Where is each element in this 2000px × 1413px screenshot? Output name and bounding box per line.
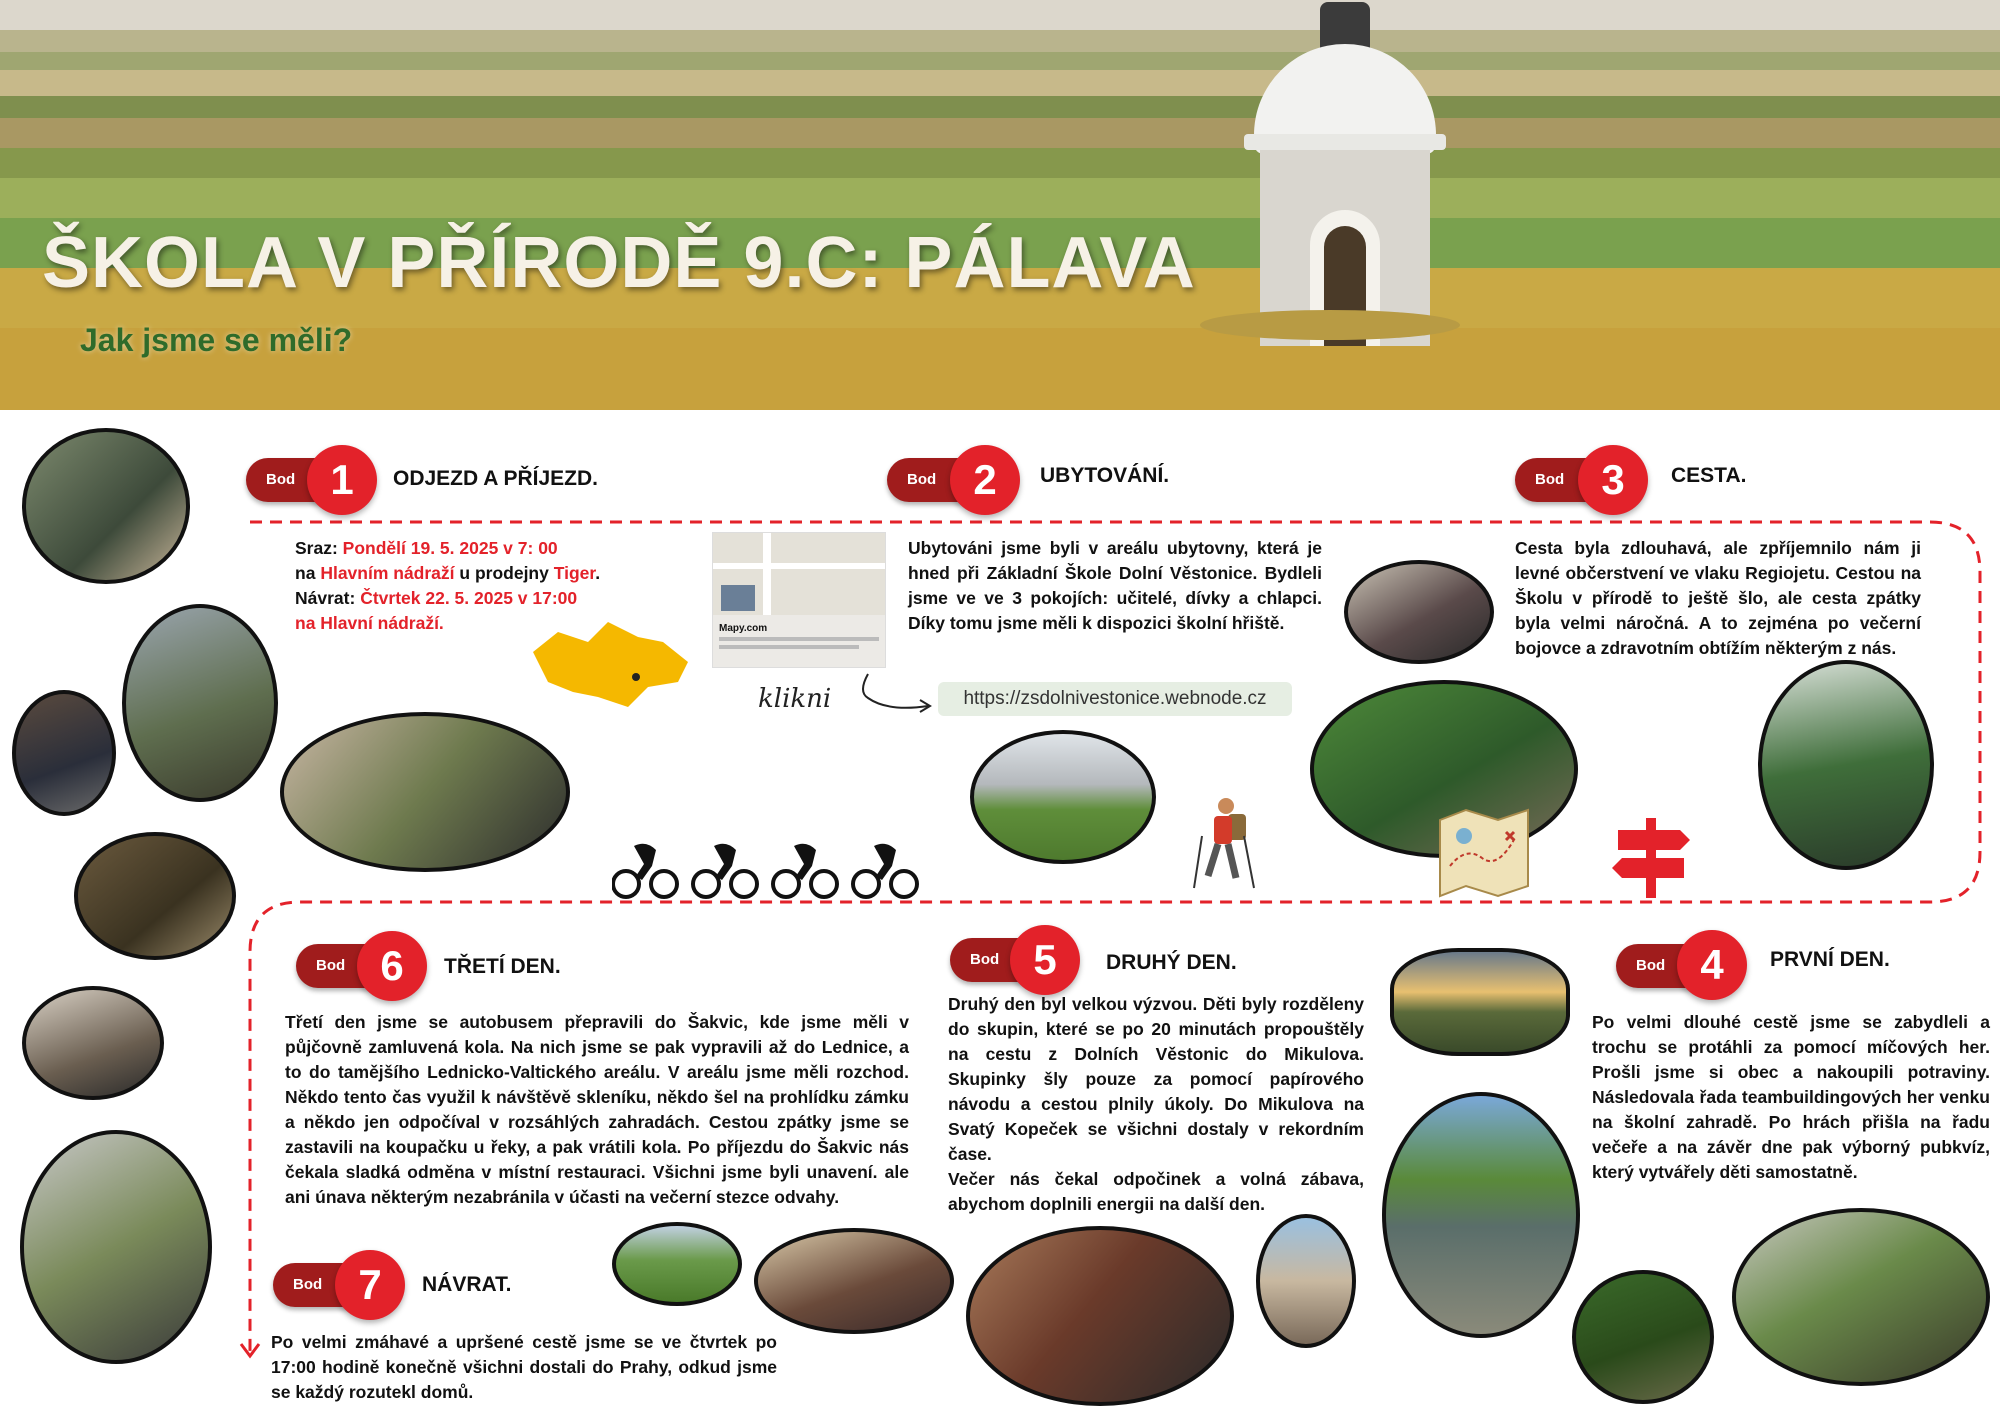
click-hint: klikni (758, 684, 832, 714)
photo-room (22, 986, 164, 1100)
section-title-7: NÁVRAT. (422, 1273, 512, 1296)
section-text-4: Po velmi dlouhé cestě jsme se zabydleli a trochu se protáhli za pomocí míčových her. Prošli jsme si obec a nakoupili potraviny. Následovala řada teambuildingových her venku na školní zahradě. Po hrách přišla na řadu večeře a na závěr dne pak výborný pubkvíz, který vytvářely děti samostatně. (1592, 1012, 1990, 1182)
section-text-1: Sraz: Pondělí 19. 5. 2025 v 7: 00 na Hlavním nádraží u prodejny Tiger. Návrat: Čtvrtek 22. 5. 2025 v 17:00 na Hlavní nádraží. (295, 538, 601, 633)
photo-station (12, 690, 116, 816)
badge-2: Bod (887, 458, 977, 502)
photo-group-field (122, 604, 278, 802)
photo-restaurant (754, 1228, 954, 1334)
page-subtitle: Jak jsme se měli? (80, 322, 353, 358)
photo-schoolyard (970, 730, 1156, 864)
badge-number-1: 1 (307, 445, 377, 515)
photo-dinner (74, 832, 236, 960)
badge-4: Bod (1616, 944, 1706, 988)
photo-river (1382, 1092, 1580, 1338)
section-text-5: Druhý den byl velkou výzvou. Děti byly rozděleny do skupin, které se po 20 minutách propouštěly na cestu z Dolních Věstonic do Mikulova. Skupinky šly pouze za pomocí papírového návodu a cestou plnily úkoly. Do Mikulova na Svatý Kopeček se všichni dostaly v rekordním čase. Večer nás čekal odpočinek a volná zábava, abychom doplnili energii na další den. (948, 994, 1364, 1214)
photo-sunset (1390, 948, 1570, 1056)
badge-5: Bod (950, 938, 1040, 982)
section-title-3: CESTA. (1671, 464, 1747, 487)
photo-selfie-1 (280, 712, 570, 872)
section-text-2: Ubytováni jsme byli v areálu ubytovny, která je hned při Základní Škole Dolní Věstonice. Bydleli jsme ve ve 3 pokojích: učitelé, dívky a chlapci. Díky tomu jsme měli k dispozici školní hřiště. (908, 538, 1322, 633)
badge-number-6: 6 (357, 931, 427, 1001)
section-title-2: UBYTOVÁNÍ. (1040, 464, 1170, 487)
badge-number-4: 4 (1677, 930, 1747, 1000)
badge-6: Bod (296, 944, 386, 988)
section-title-5: DRUHÝ DEN. (1106, 951, 1237, 974)
badge-number-3: 3 (1578, 445, 1648, 515)
treasure-map-icon (1436, 806, 1532, 898)
photo-meadow (612, 1222, 742, 1306)
photo-ruins-group (1732, 1208, 1990, 1386)
badge-number-2: 2 (950, 445, 1020, 515)
section-title-4: PRVNÍ DEN. (1770, 948, 1890, 971)
photo-town-view (1256, 1214, 1356, 1348)
photo-forest-path (1572, 1270, 1714, 1404)
section-text-7: Po velmi zmáhavé a upršené cestě jsme se ve čtvrtek po 17:00 hodině konečně všichni dostali do Prahy, odkud jsme se každý rozutekl domů. (271, 1332, 777, 1402)
section-text-6: Třetí den jsme se autobusem přepravili do Šakvic, kde jsme měli v půjčovně zamluvená kola. Na nich jsme se pak vypravili až do Lednice, a to do tamějšího Lednicko-Valtického areálu. V areálu jsme měli rozchod. Někdo tento čas využil k návštěvě skleníku, někdo šel na prohlídku zámku a někdo jen odpočíval v rozsáhlých zahradách. Cestou zpátky jsme se zastavili na koupačku u řeky, a pak vrátili kola. Po příjezdu do Šakvic nás čekala sladká odměna v místní restauraci. Všichni jsme byli unavení. ale ani únava některým nezabránila v účasti na večerní stezce odvahy. (285, 1012, 909, 1207)
signpost-icon (1610, 818, 1692, 898)
arrow-icon (848, 672, 938, 722)
badge-7: Bod (273, 1263, 363, 1307)
badge-number-7: 7 (335, 1250, 405, 1320)
section-title-1: ODJEZD A PŘÍJEZD. (393, 467, 598, 490)
czech-map-icon (528, 612, 698, 712)
badge-3: Bod (1515, 458, 1605, 502)
photo-crafts (20, 1130, 212, 1364)
photo-train-2 (1344, 560, 1494, 664)
map-card-title: Mapy.com (719, 623, 768, 634)
photo-train-1 (22, 428, 190, 584)
map-card[interactable] (712, 532, 886, 668)
section-title-6: TŘETÍ DEN. (444, 955, 561, 978)
badge-1: Bod (246, 458, 336, 502)
photo-greenhouse (1758, 660, 1934, 870)
page-title: ŠKOLA V PŘÍRODĚ 9.C: PÁLAVA (42, 223, 1196, 303)
hiker-icon (1192, 796, 1262, 892)
photo-selfie-2 (966, 1226, 1234, 1406)
section-text-3: Cesta byla zdlouhavá, ale zpříjemnilo nám ji levné občerstvení ve vlaku Regiojetu. Cestou na Školu v přírodě to ještě šlo, ale cesta zpátky byla velmi náročná. A to zejména po večerní bojovce a zdravotním obtížím některým z nás. (1515, 538, 1921, 658)
badge-number-5: 5 (1010, 925, 1080, 995)
school-website-link[interactable]: https://zsdolnivestonice.webnode.cz (938, 682, 1292, 716)
bicycles-icon (612, 836, 928, 900)
